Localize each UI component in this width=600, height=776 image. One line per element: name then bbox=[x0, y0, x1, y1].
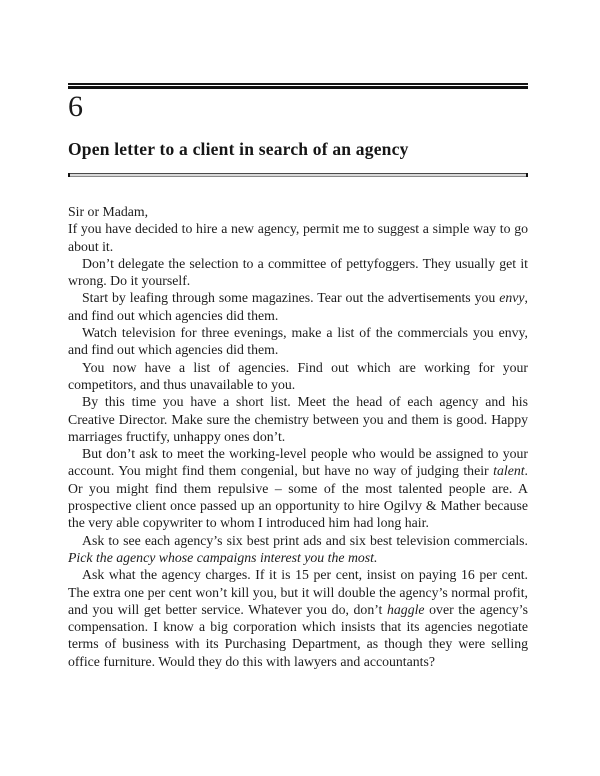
chapter-title: Open letter to a client in search of an agency bbox=[68, 139, 409, 159]
paragraph bbox=[68, 532, 528, 567]
italic-run: haggle bbox=[387, 601, 425, 617]
chapter-number: 6 bbox=[68, 90, 83, 123]
paragraph bbox=[68, 324, 528, 359]
paragraph bbox=[68, 359, 528, 394]
paragraph bbox=[68, 220, 528, 255]
body-text bbox=[68, 203, 528, 670]
paragraph bbox=[68, 289, 528, 324]
text-run: , and find out which agencies did them. bbox=[68, 290, 528, 323]
text-run: Ask what the agency charges. If it is 15 per cent, insist on paying 16 per cent. The extra one per cent won’t kill you, but it will double the agency’s normal profit, and you will get better service. Whatever you do, don’t bbox=[68, 567, 528, 617]
paragraph bbox=[68, 566, 528, 670]
italic-run: Pick the agency whose campaigns interest you the most. bbox=[68, 549, 378, 565]
heading-rule bbox=[68, 173, 528, 177]
text-run: Sir or Madam, bbox=[68, 204, 149, 219]
italic-run: envy bbox=[499, 290, 525, 306]
text-run: By this time you have a short list. Meet the head of each agency and his Creative Director. Make sure the chemistry between you and them is good. Happy marriages fructify, unhappy ones don’t. bbox=[68, 394, 528, 444]
paragraph bbox=[68, 203, 528, 220]
paragraph bbox=[68, 393, 528, 445]
paragraph bbox=[68, 255, 528, 290]
text-run: Ask to see each agency’s six best print ads and six best television commercials. bbox=[82, 532, 528, 548]
text-run: You now have a list of agencies. Find out which are working for your competitors, and thus unavailable to you. bbox=[68, 359, 528, 392]
text-run: Watch television for three evenings, make a list of the commercials you envy, and find out which agencies did them. bbox=[68, 325, 528, 358]
text-run: If you have decided to hire a new agency, permit me to suggest a simple way to go about it. bbox=[68, 221, 528, 254]
paragraph bbox=[68, 445, 528, 531]
italic-run: talent bbox=[493, 463, 525, 479]
text-run: over the agency’s compensation. I know a big corporation which insists that its agencies negotiate terms of business with its Purchasing Department, as though they were selling office furniture. Would they do this with lawyers and accountants? bbox=[68, 601, 528, 669]
page-content bbox=[68, 83, 528, 670]
text-run: Start by leafing through some magazines. Tear out the advertisements you bbox=[82, 290, 500, 306]
text-run: Don’t delegate the selection to a committee of pettyfoggers. They usually get it wrong. Do it yourself. bbox=[68, 255, 528, 289]
top-rule bbox=[68, 83, 528, 89]
text-run: . Or you might find them repulsive – some of the most talented people are. A prospective client once passed up an opportunity to hire Ogilvy & Mather because the very able copywriter to whom I introduced him had long hair. bbox=[68, 463, 528, 531]
text-run: But don’t ask to meet the working-level people who would be assigned to your account. You might find them congenial, but have no way of judging their bbox=[68, 446, 528, 479]
